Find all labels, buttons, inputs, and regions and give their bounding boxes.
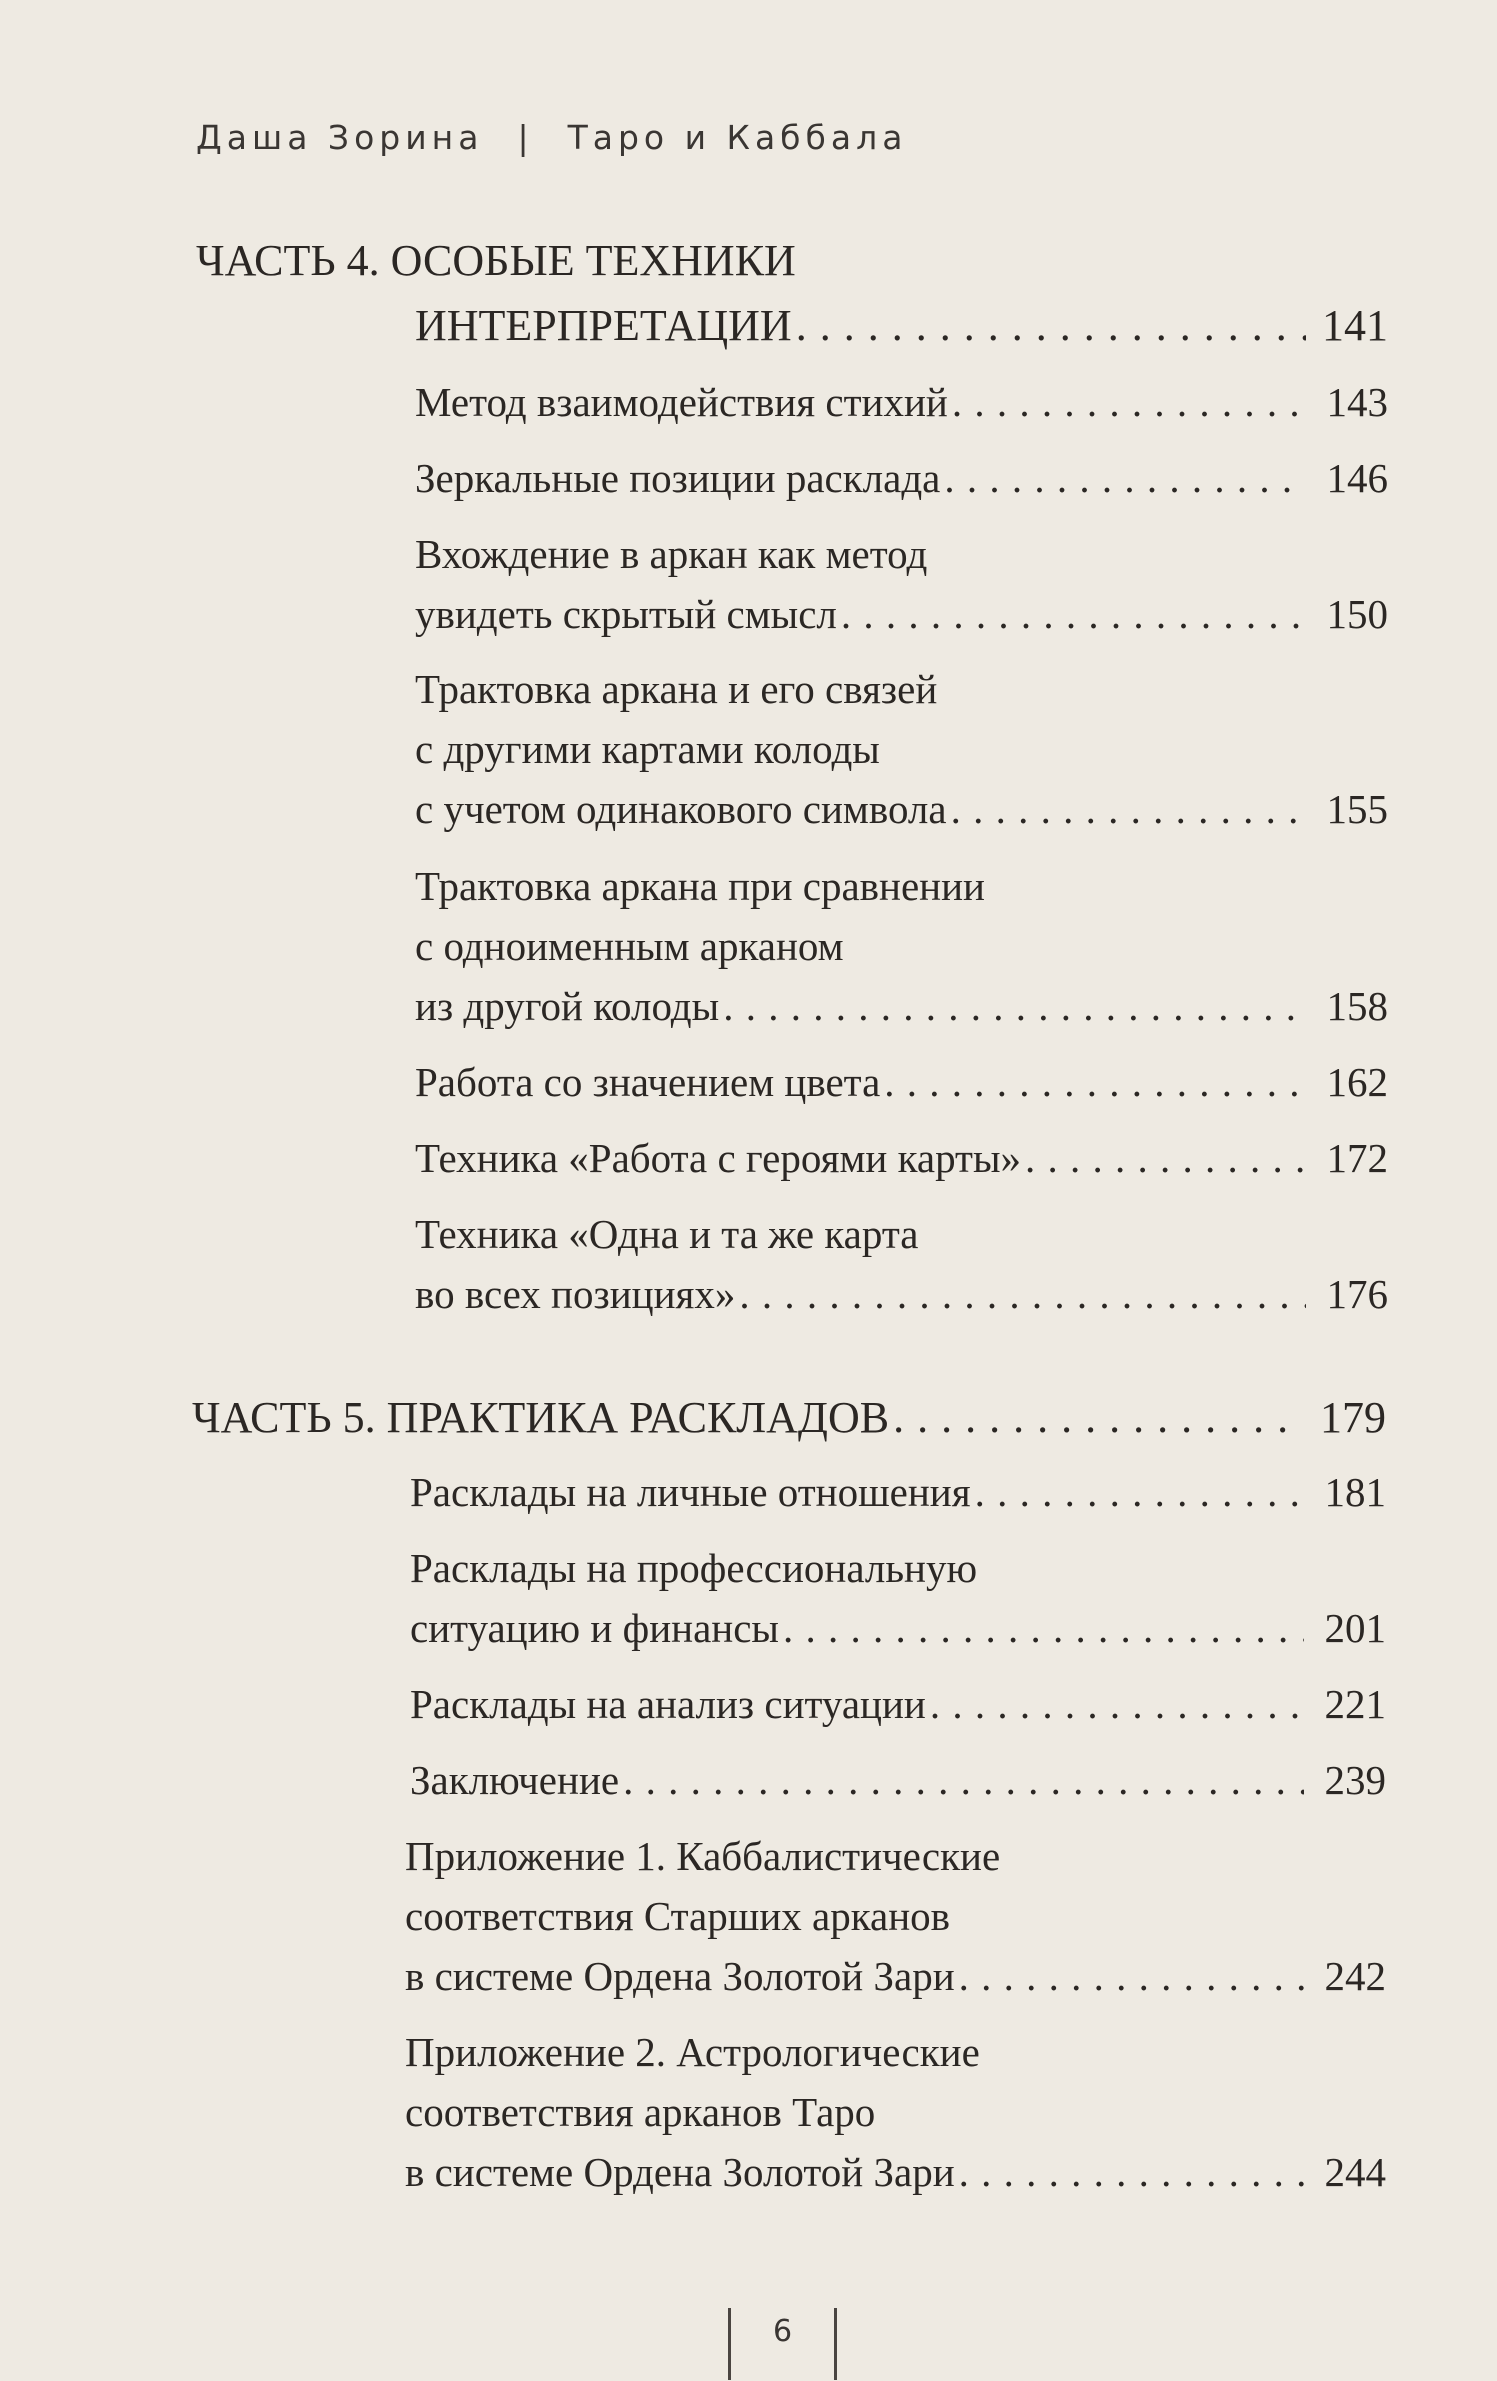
dot-leader	[796, 300, 1306, 351]
toc-entry-page: 179	[1320, 1393, 1386, 1442]
toc-entry[interactable]: Работа со значением цвета . . . 162	[415, 1058, 1388, 1118]
running-head	[196, 118, 907, 157]
dot-leader	[944, 454, 1306, 502]
toc-entry[interactable]: из другой колоды . . . 158	[415, 982, 1388, 1042]
toc-entry-line: Приложение 1. Каббалистические	[405, 1833, 1001, 1879]
dot-leader	[841, 590, 1306, 638]
dot-leader	[783, 1604, 1304, 1652]
toc-entry[interactable]: Расклады на личные отношения . . . 181	[410, 1468, 1386, 1528]
dot-leader	[623, 1756, 1304, 1804]
dot-leader	[959, 1952, 1304, 2000]
toc-entry[interactable]: Зеркальные позиции расклада . . . 146	[415, 454, 1388, 514]
folio-right-rule	[834, 2308, 837, 2380]
toc-entry-line: соответствия арканов Таро	[405, 2089, 876, 2135]
page-folio	[728, 2308, 837, 2380]
toc-entry-line: Техника «Одна и та же карта	[415, 1211, 919, 1257]
toc-entry-line: Вхождение в аркан как метод	[415, 531, 928, 577]
dot-leader	[952, 378, 1306, 426]
toc-entry-title: ЧАСТЬ 5. ПРАКТИКА РАСКЛАДОВ	[192, 1393, 890, 1442]
toc-entry[interactable]: Метод взаимодействия стихий . . . 143	[415, 378, 1388, 438]
toc-entry[interactable]: ситуацию и финансы . . . 201	[410, 1604, 1386, 1664]
toc-entry[interactable]: увидеть скрытый смысл . . . 150	[415, 590, 1388, 650]
toc-entry-title: ИНТЕРПРЕТАЦИИ	[415, 301, 792, 350]
toc-entry-part5[interactable]	[192, 1392, 1386, 1452]
toc-entry[interactable]: Расклады на анализ ситуации . . . 221	[410, 1680, 1386, 1740]
folio-left-rule	[728, 2308, 731, 2380]
running-head-separator: |	[517, 118, 534, 157]
dot-leader	[959, 2148, 1304, 2196]
toc-entry-line: с другими картами колоды	[415, 726, 880, 772]
dot-leader	[975, 1468, 1304, 1516]
toc-entry-line: Приложение 2. Астрологические	[405, 2029, 980, 2075]
dot-leader	[723, 982, 1306, 1030]
dot-leader	[951, 785, 1306, 833]
toc-entry[interactable]: с учетом одинакового символа . . . 155	[415, 785, 1388, 845]
dot-leader	[1025, 1134, 1306, 1182]
toc-entry-line: Трактовка аркана при сравнении	[415, 863, 985, 909]
toc-entry-line: Трактовка аркана и его связей	[415, 666, 938, 712]
toc-entry[interactable]: Заключение . . . 239	[410, 1756, 1386, 1816]
page-number: 6	[773, 2314, 793, 2349]
toc-entry[interactable]: Техника «Работа с героями карты» . . . 172	[415, 1134, 1388, 1194]
dot-leader	[893, 1392, 1304, 1443]
part4-title-line1: ЧАСТЬ 4. ОСОБЫЕ ТЕХНИКИ	[196, 236, 796, 285]
toc-entry-line: Расклады на профессиональную	[410, 1545, 978, 1591]
toc-entry[interactable]: во всех позициях» . . . 176	[415, 1270, 1388, 1330]
dot-leader	[884, 1058, 1306, 1106]
running-head-title: Таро и Каббала	[567, 118, 908, 157]
toc-entry-line: с одноименным арканом	[415, 923, 844, 969]
running-head-author: Даша Зорина	[196, 118, 484, 157]
dot-leader	[930, 1680, 1304, 1728]
toc-entry-page: 141	[1322, 301, 1388, 350]
toc-entry[interactable]: в системе Ордена Золотой Зари . . . 242	[405, 1952, 1386, 2012]
toc-entry[interactable]: в системе Ордена Золотой Зари . . . 244	[405, 2148, 1386, 2208]
toc-entry-part4[interactable]	[415, 300, 1388, 360]
toc-entry-line: соответствия Старших арканов	[405, 1893, 951, 1939]
dot-leader	[739, 1270, 1306, 1318]
